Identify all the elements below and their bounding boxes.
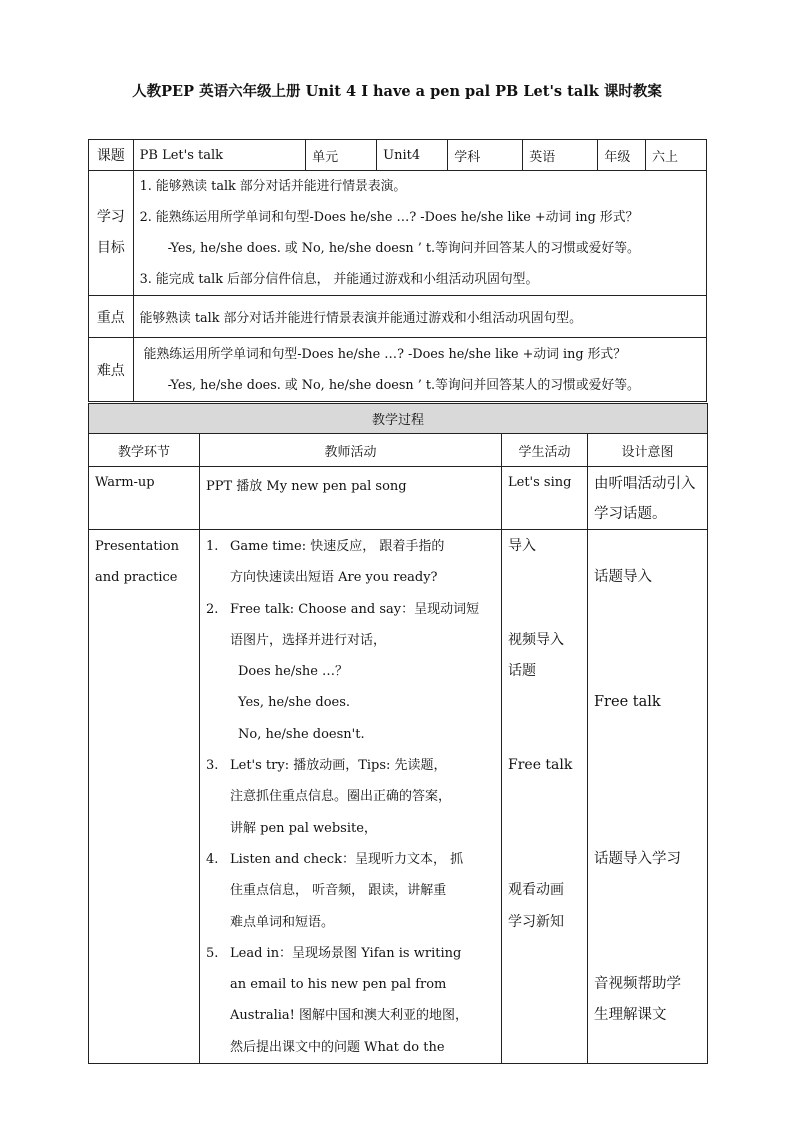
design-intent-line: 话题导入学习	[594, 850, 681, 867]
process-table	[88, 403, 708, 1064]
warmup-stage: Warm-up	[89, 467, 200, 530]
teacher-activity-text: 住重点信息， 听音频， 跟读，讲解重	[230, 883, 447, 899]
student-activity-line	[508, 594, 581, 625]
teacher-activity-text: Does he/she …？	[238, 664, 349, 680]
teacher-activity-text: 讲解 pen pal website，	[230, 820, 377, 836]
teacher-activity-text: Lead in：呈现场景图 Yifan is writing	[230, 945, 462, 961]
objective-line: 1. 能够熟读 talk 部分对话并能进行情景表演。	[139, 179, 407, 194]
student-activity-line: 视频导入	[508, 631, 564, 648]
design-intent-line: Free talk	[594, 694, 661, 711]
presentation-intent	[588, 530, 708, 1064]
teacher-activity-text: 难点单词和短语。	[230, 914, 335, 930]
design-intent-line	[594, 1032, 701, 1063]
teacher-activity-text: Yes, he/she does.	[238, 695, 351, 711]
design-intent-line	[594, 656, 701, 687]
teacher-activity-text: 方向快速读出短语 Are you ready?	[230, 570, 438, 586]
design-intent-line	[594, 813, 701, 844]
difficulty-line: -Yes, he/she does. 或 No, he/she doesn ’ t.等询问并回答某人的习惯或爱好等。	[167, 377, 640, 393]
teacher-activity-line	[206, 781, 495, 812]
warmup-intent: 由听唱活动引入学习话题。	[588, 467, 708, 530]
difficulty-line: 能熟练运用所学单词和句型-Does he/she …? -Does he/she like +动词 ing 形式？	[143, 346, 627, 362]
topic-label: 课题	[89, 140, 134, 171]
student-activity-line	[508, 719, 581, 750]
warmup-student: Let's sing	[502, 467, 588, 530]
student-activity-line	[508, 1032, 581, 1063]
student-activity-line	[508, 938, 581, 969]
teacher-activity-line	[206, 594, 495, 625]
teacher-activity-line	[206, 687, 495, 718]
teacher-activity-text: an email to his new pen pal from	[230, 977, 447, 993]
teacher-activity-line	[206, 625, 495, 656]
teacher-activity-line	[206, 562, 495, 593]
subject-label: 学科	[448, 140, 523, 171]
key-points-label: 重点	[89, 296, 134, 338]
design-intent-line: 话题导入	[594, 569, 652, 586]
student-activity-line	[508, 813, 581, 844]
teacher-activity-text: Game time: 快速反应， 跟着手指的	[230, 539, 445, 554]
teacher-activity-line	[206, 844, 495, 875]
objectives-label	[89, 171, 134, 296]
teacher-activity-line	[206, 813, 495, 844]
design-intent-line	[594, 781, 701, 812]
student-activity-line	[508, 844, 581, 875]
objective-line: -Yes, he/she does. 或 No, he/she doesn ’ t.等询问并回答某人的习惯或爱好等。	[167, 241, 640, 256]
header-intent: 设计意图	[588, 434, 708, 467]
teacher-activity-text: Let's try: 播放动画，Tips: 先读题，	[230, 758, 447, 774]
design-intent-line	[594, 938, 701, 969]
student-activity-line: 观看动画	[508, 882, 564, 899]
teacher-activity-line	[206, 938, 495, 969]
objectives-label-line2: 目标	[96, 240, 125, 256]
teacher-activity-line	[206, 656, 495, 687]
objectives-label-line1: 学习	[96, 209, 125, 225]
teacher-activity-line	[206, 969, 495, 1000]
grade-value: 六上	[646, 140, 707, 171]
header-student: 学生活动	[502, 434, 588, 467]
header-stage: 教学环节	[89, 434, 200, 467]
warmup-teacher: PPT 播放 My new pen pal song	[200, 467, 502, 530]
objective-line: 3. 能完成 talk 后部分信件信息， 并能通过游戏和小组活动巩固句型。	[139, 272, 539, 287]
student-activity-line	[508, 687, 581, 718]
presentation-student	[502, 530, 588, 1064]
teacher-activity-text: 语图片，选择并进行对话，	[230, 632, 387, 648]
subject-value: 英语	[523, 140, 598, 171]
objective-line: 2. 能熟练运用所学单词和句型-Does he/she …? -Does he/she like +动词 ing 形式？	[139, 210, 639, 225]
step-number: 3.	[206, 758, 219, 774]
step-number: 2.	[206, 601, 219, 617]
step-number: 5.	[206, 945, 219, 961]
difficulties-label: 难点	[89, 338, 134, 402]
student-activity-line: 话题	[508, 663, 536, 680]
teacher-activity-line	[206, 1032, 495, 1063]
teacher-activity-text: 然后提出课文中的问题 What do the	[230, 1039, 445, 1055]
teacher-activity-line	[206, 875, 495, 906]
grade-label: 年级	[598, 140, 646, 171]
unit-label: 单元	[306, 140, 377, 171]
presentation-stage-line2: and practice	[95, 570, 178, 586]
student-activity-line	[508, 969, 581, 1000]
teacher-activity-text: No, he/she doesn't.	[238, 726, 365, 742]
step-number: 1.	[206, 539, 219, 554]
design-intent-line	[594, 875, 701, 906]
step-number: 4.	[206, 851, 219, 867]
teacher-activity-line	[206, 907, 495, 938]
student-activity-line: 学习新知	[508, 913, 564, 930]
design-intent-line	[594, 750, 701, 781]
teacher-activity-line	[206, 531, 495, 562]
design-intent-line: 音视频帮助学	[594, 976, 681, 993]
student-activity-line	[508, 781, 581, 812]
design-intent-line	[594, 719, 701, 750]
design-intent-line	[594, 625, 701, 656]
presentation-stage	[89, 530, 200, 1064]
teacher-activity-text: Listen and check：呈现听力文本， 抓	[230, 851, 464, 867]
difficulties-content	[133, 338, 706, 402]
presentation-teacher	[200, 530, 502, 1064]
teacher-activity-line	[206, 719, 495, 750]
student-activity-line	[508, 562, 581, 593]
design-intent-line	[594, 594, 701, 625]
teacher-activity-text: 注意抓住重点信息。圈出正确的答案，	[230, 789, 452, 805]
teacher-activity-line	[206, 750, 495, 781]
student-activity-line: Free talk	[508, 757, 573, 774]
design-intent-line	[594, 531, 701, 562]
student-activity-line: 导入	[508, 538, 536, 554]
teacher-activity-line	[206, 1000, 495, 1031]
document-title: 人教PEP 英语六年级上册 Unit 4 I have a pen pal PB Let's talk 课时教案	[132, 83, 662, 100]
design-intent-line: 生理解课文	[594, 1007, 667, 1024]
process-title: 教学过程	[89, 404, 708, 434]
header-teacher: 教师活动	[200, 434, 502, 467]
teacher-activity-text: Australia! 图解中国和澳大利亚的地图，	[230, 1008, 469, 1024]
student-activity-line	[508, 1000, 581, 1031]
design-intent-line	[594, 907, 701, 938]
topic-value: PB Let's talk	[133, 140, 306, 171]
lesson-info-table	[88, 139, 707, 402]
objectives-content	[133, 171, 706, 296]
unit-value: Unit4	[377, 140, 448, 171]
teacher-activity-text: Free talk: Choose and say：呈现动词短	[230, 601, 480, 617]
presentation-stage-line1: Presentation	[95, 539, 179, 554]
key-points-text: 能够熟读 talk 部分对话并能进行情景表演并能通过游戏和小组活动巩固句型。	[133, 296, 706, 338]
